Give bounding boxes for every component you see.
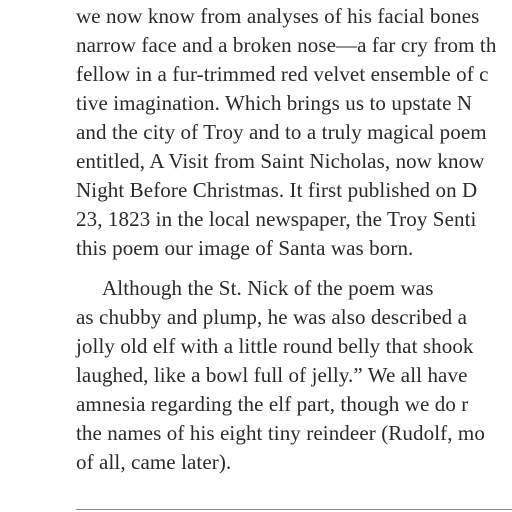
text-line: Although the St. Nick of the poem was [102,276,434,300]
text-line: as chubby and plump, he was also described a [76,305,468,329]
footnote-divider [76,509,512,510]
text-line: narrow face and a broken nose—a far cry from th [76,33,497,57]
text-line: of all, came later). [76,450,232,474]
text-line: and the city of Troy and to a truly magical poem [76,120,487,144]
text-line: fellow in a fur-trimmed red velvet ensemble of c [76,62,489,86]
text-line: we now know from analyses of his facial bones [76,4,480,28]
text-line: tive imagination. Which brings us to upstate N [76,91,473,115]
text-line: the names of his eight tiny reindeer (Rudolf, mo [76,421,485,445]
text-line: amnesia regarding the elf part, though we do r [76,392,469,416]
text-line: 23, 1823 in the local newspaper, the Troy Senti [76,207,477,231]
text-line: this poem our image of Santa was born. [76,236,414,260]
text-line: jolly old elf with a little round belly that shook [76,334,474,358]
text-line: Night Before Christmas. It first published on D [76,178,478,202]
text-line: entitled, A Visit from Saint Nicholas, now know [76,149,485,173]
text-line: laughed, like a bowl full of jelly.” We all have [76,363,468,387]
